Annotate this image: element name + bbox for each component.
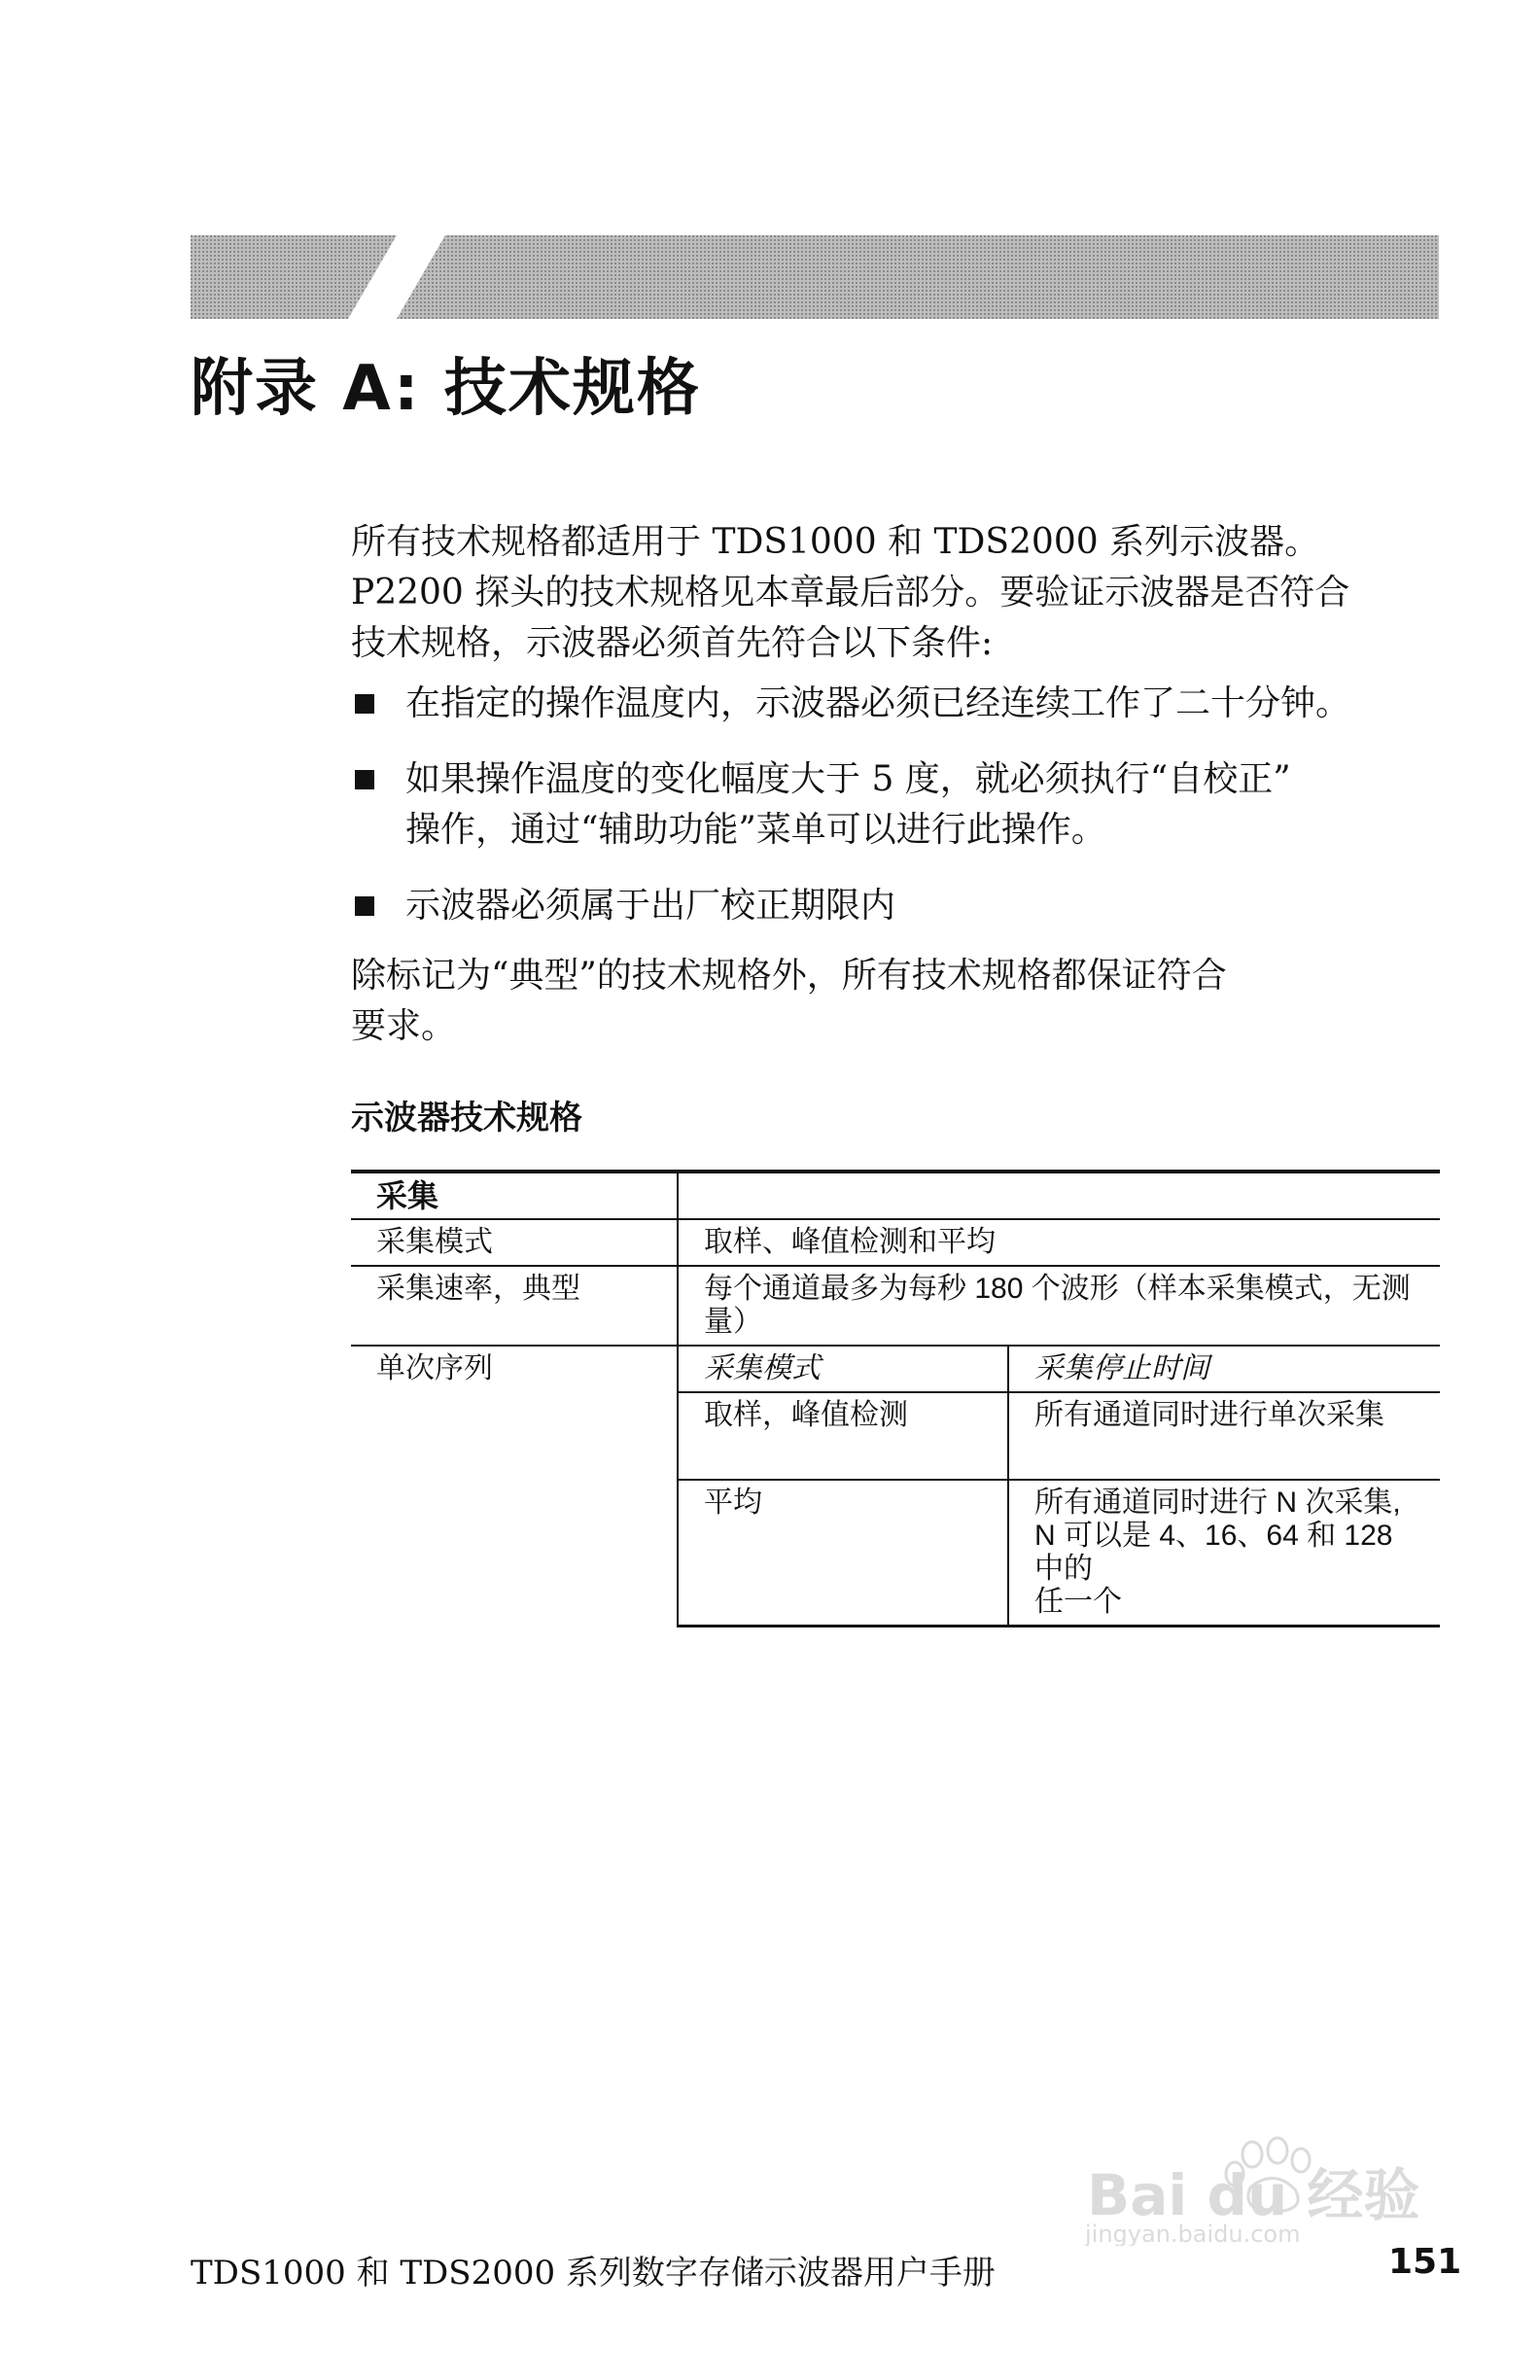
table-row [351, 1266, 1440, 1346]
bullet-square-icon [355, 770, 374, 789]
baidu-watermark [1079, 2129, 1449, 2246]
table-group-label: 采集 [351, 1172, 678, 1219]
typical-note [351, 951, 1440, 1052]
table-cell: 平均 [678, 1480, 1008, 1627]
list-item-text: 示波器必须属于出厂校正期限内 [405, 886, 896, 926]
list-item-text: 如果操作温度的变化幅度大于 5 度，就必须执行“自校正” [405, 759, 1291, 799]
chapter-banner [191, 235, 1439, 319]
intro-line: 所有技术规格都适用于 TDS1000 和 TDS2000 系列示波器。 [351, 522, 1320, 562]
table-cell: 采集速率，典型 [351, 1266, 678, 1346]
bullet-square-icon [355, 694, 374, 714]
table-cell [678, 1172, 1440, 1219]
page-footer: TDS1000 和 TDS2000 系列数字存储示波器用户手册 [191, 2254, 996, 2292]
conditions-list [351, 679, 1440, 957]
table-cell-line: 任一个 [1034, 1586, 1122, 1618]
section-heading: 示波器技术规格 [351, 1099, 582, 1138]
chapter-title: 附录 A: 技术规格 [191, 353, 701, 425]
table-cell: 单次序列 [351, 1346, 678, 1627]
baidu-paw-icon [1079, 2129, 1449, 2246]
table-cell: 取样，峰值检测 [678, 1392, 1008, 1480]
table-row [351, 1219, 1440, 1266]
table-cell-line: 所有通道同时进行 N 次采集, [1034, 1487, 1401, 1519]
list-item-text: 在指定的操作温度内，示波器必须已经连续工作了二十分钟。 [405, 683, 1351, 723]
table-subheader: 采集停止时间 [1008, 1346, 1440, 1392]
list-item [351, 881, 1440, 931]
spec-table [351, 1170, 1440, 1628]
list-item [351, 679, 1440, 729]
table-cell: 所有通道同时进行单次采集 [1008, 1392, 1440, 1480]
table-cell [1008, 1480, 1440, 1627]
page-number: 151 [1388, 2242, 1462, 2282]
table-cell: 每个通道最多为每秒 180 个波形（样本采集模式，无测量） [678, 1266, 1440, 1346]
intro-line: P2200 探头的技术规格见本章最后部分。要验证示波器是否符合 [351, 573, 1350, 612]
table-cell: 取样、峰值检测和平均 [678, 1219, 1440, 1266]
table-subheader: 采集模式 [678, 1346, 1008, 1392]
list-item-text: 操作，通过“辅助功能”菜单可以进行此操作。 [405, 810, 1106, 850]
table-row [351, 1346, 1440, 1392]
intro-line: 技术规格，示波器必须首先符合以下条件: [351, 623, 994, 663]
watermark-url: jingyan.baidu.com [1085, 2221, 1301, 2246]
table-cell-line: N 可以是 4、16、64 和 128 中的 [1034, 1520, 1393, 1585]
table-cell: 采集模式 [351, 1219, 678, 1266]
banner-graphic [191, 235, 1439, 319]
note-line: 要求。 [351, 1006, 457, 1046]
watermark-brand: Bai du 经验 [1087, 2162, 1420, 2228]
bullet-square-icon [355, 896, 374, 916]
intro-paragraph [351, 517, 1440, 669]
note-line: 除标记为“典型”的技术规格外，所有技术规格都保证符合 [351, 956, 1227, 996]
table-row [351, 1172, 1440, 1219]
list-item [351, 754, 1440, 856]
